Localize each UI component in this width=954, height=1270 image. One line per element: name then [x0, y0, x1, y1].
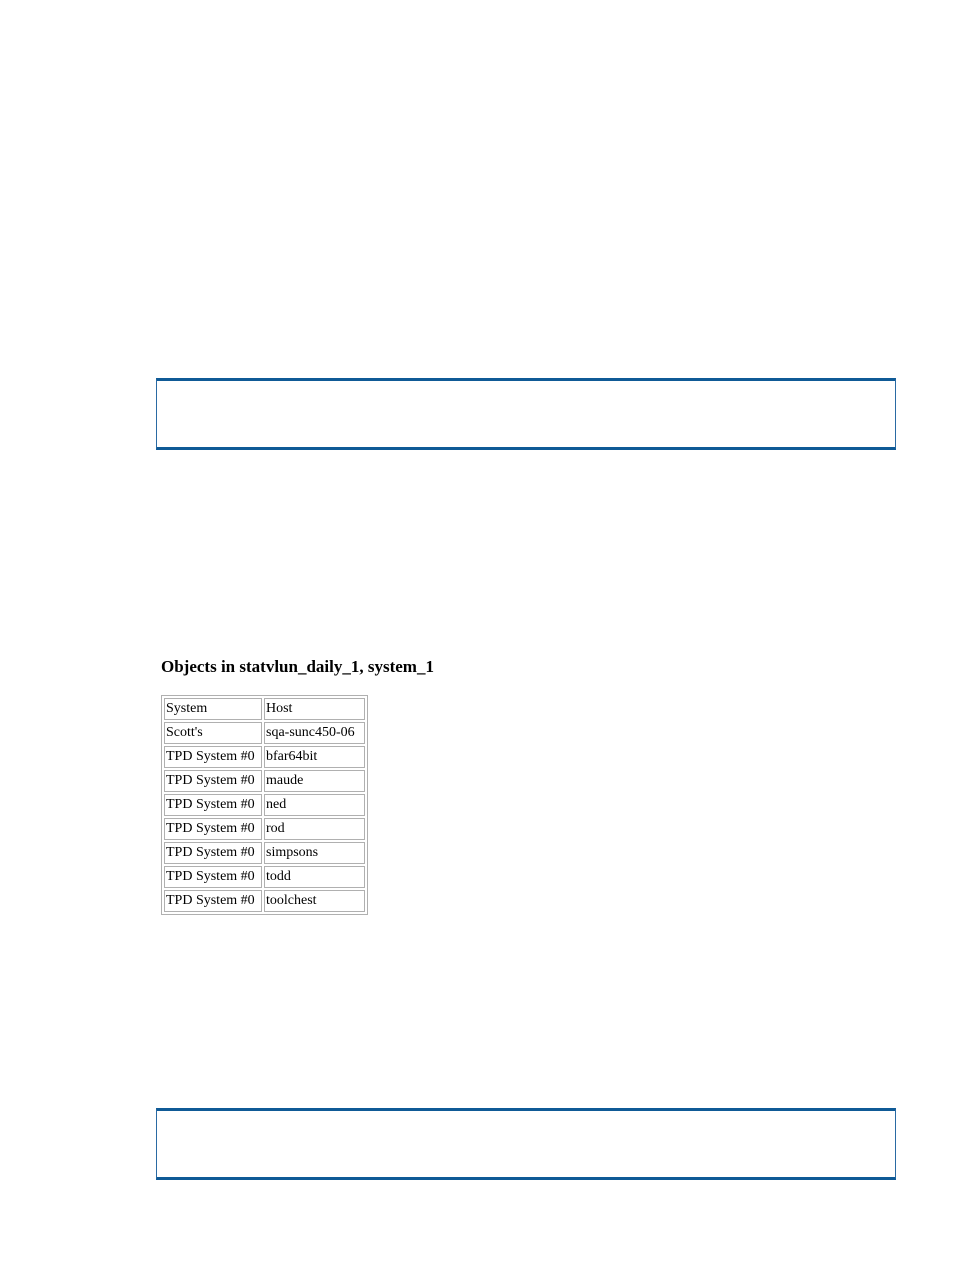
note-box-bottom	[156, 1108, 896, 1180]
table-row	[164, 794, 365, 816]
table-row	[164, 866, 365, 888]
table-row	[164, 842, 365, 864]
table-row	[164, 770, 365, 792]
note-box-top	[156, 378, 896, 450]
table-row	[164, 818, 365, 840]
cell-system: TPD System #0	[164, 890, 262, 912]
cell-system: TPD System #0	[164, 866, 262, 888]
table-header-row	[164, 698, 365, 720]
cell-system: TPD System #0	[164, 818, 262, 840]
table-row	[164, 722, 365, 744]
cell-system: TPD System #0	[164, 770, 262, 792]
cell-host: simpsons	[264, 842, 365, 864]
cell-system: Scott's	[164, 722, 262, 744]
cell-host: todd	[264, 866, 365, 888]
header-system: System	[164, 698, 262, 720]
cell-system: TPD System #0	[164, 746, 262, 768]
objects-title: Objects in statvlun_daily_1, system_1	[161, 657, 434, 676]
header-host: Host	[264, 698, 365, 720]
cell-system: TPD System #0	[164, 794, 262, 816]
cell-host: toolchest	[264, 890, 365, 912]
cell-system: TPD System #0	[164, 842, 262, 864]
cell-host: sqa-sunc450-06	[264, 722, 365, 744]
table-row	[164, 746, 365, 768]
cell-host: rod	[264, 818, 365, 840]
table-row	[164, 890, 365, 912]
cell-host: ned	[264, 794, 365, 816]
cell-host: maude	[264, 770, 365, 792]
objects-table	[161, 695, 368, 915]
cell-host: bfar64bit	[264, 746, 365, 768]
